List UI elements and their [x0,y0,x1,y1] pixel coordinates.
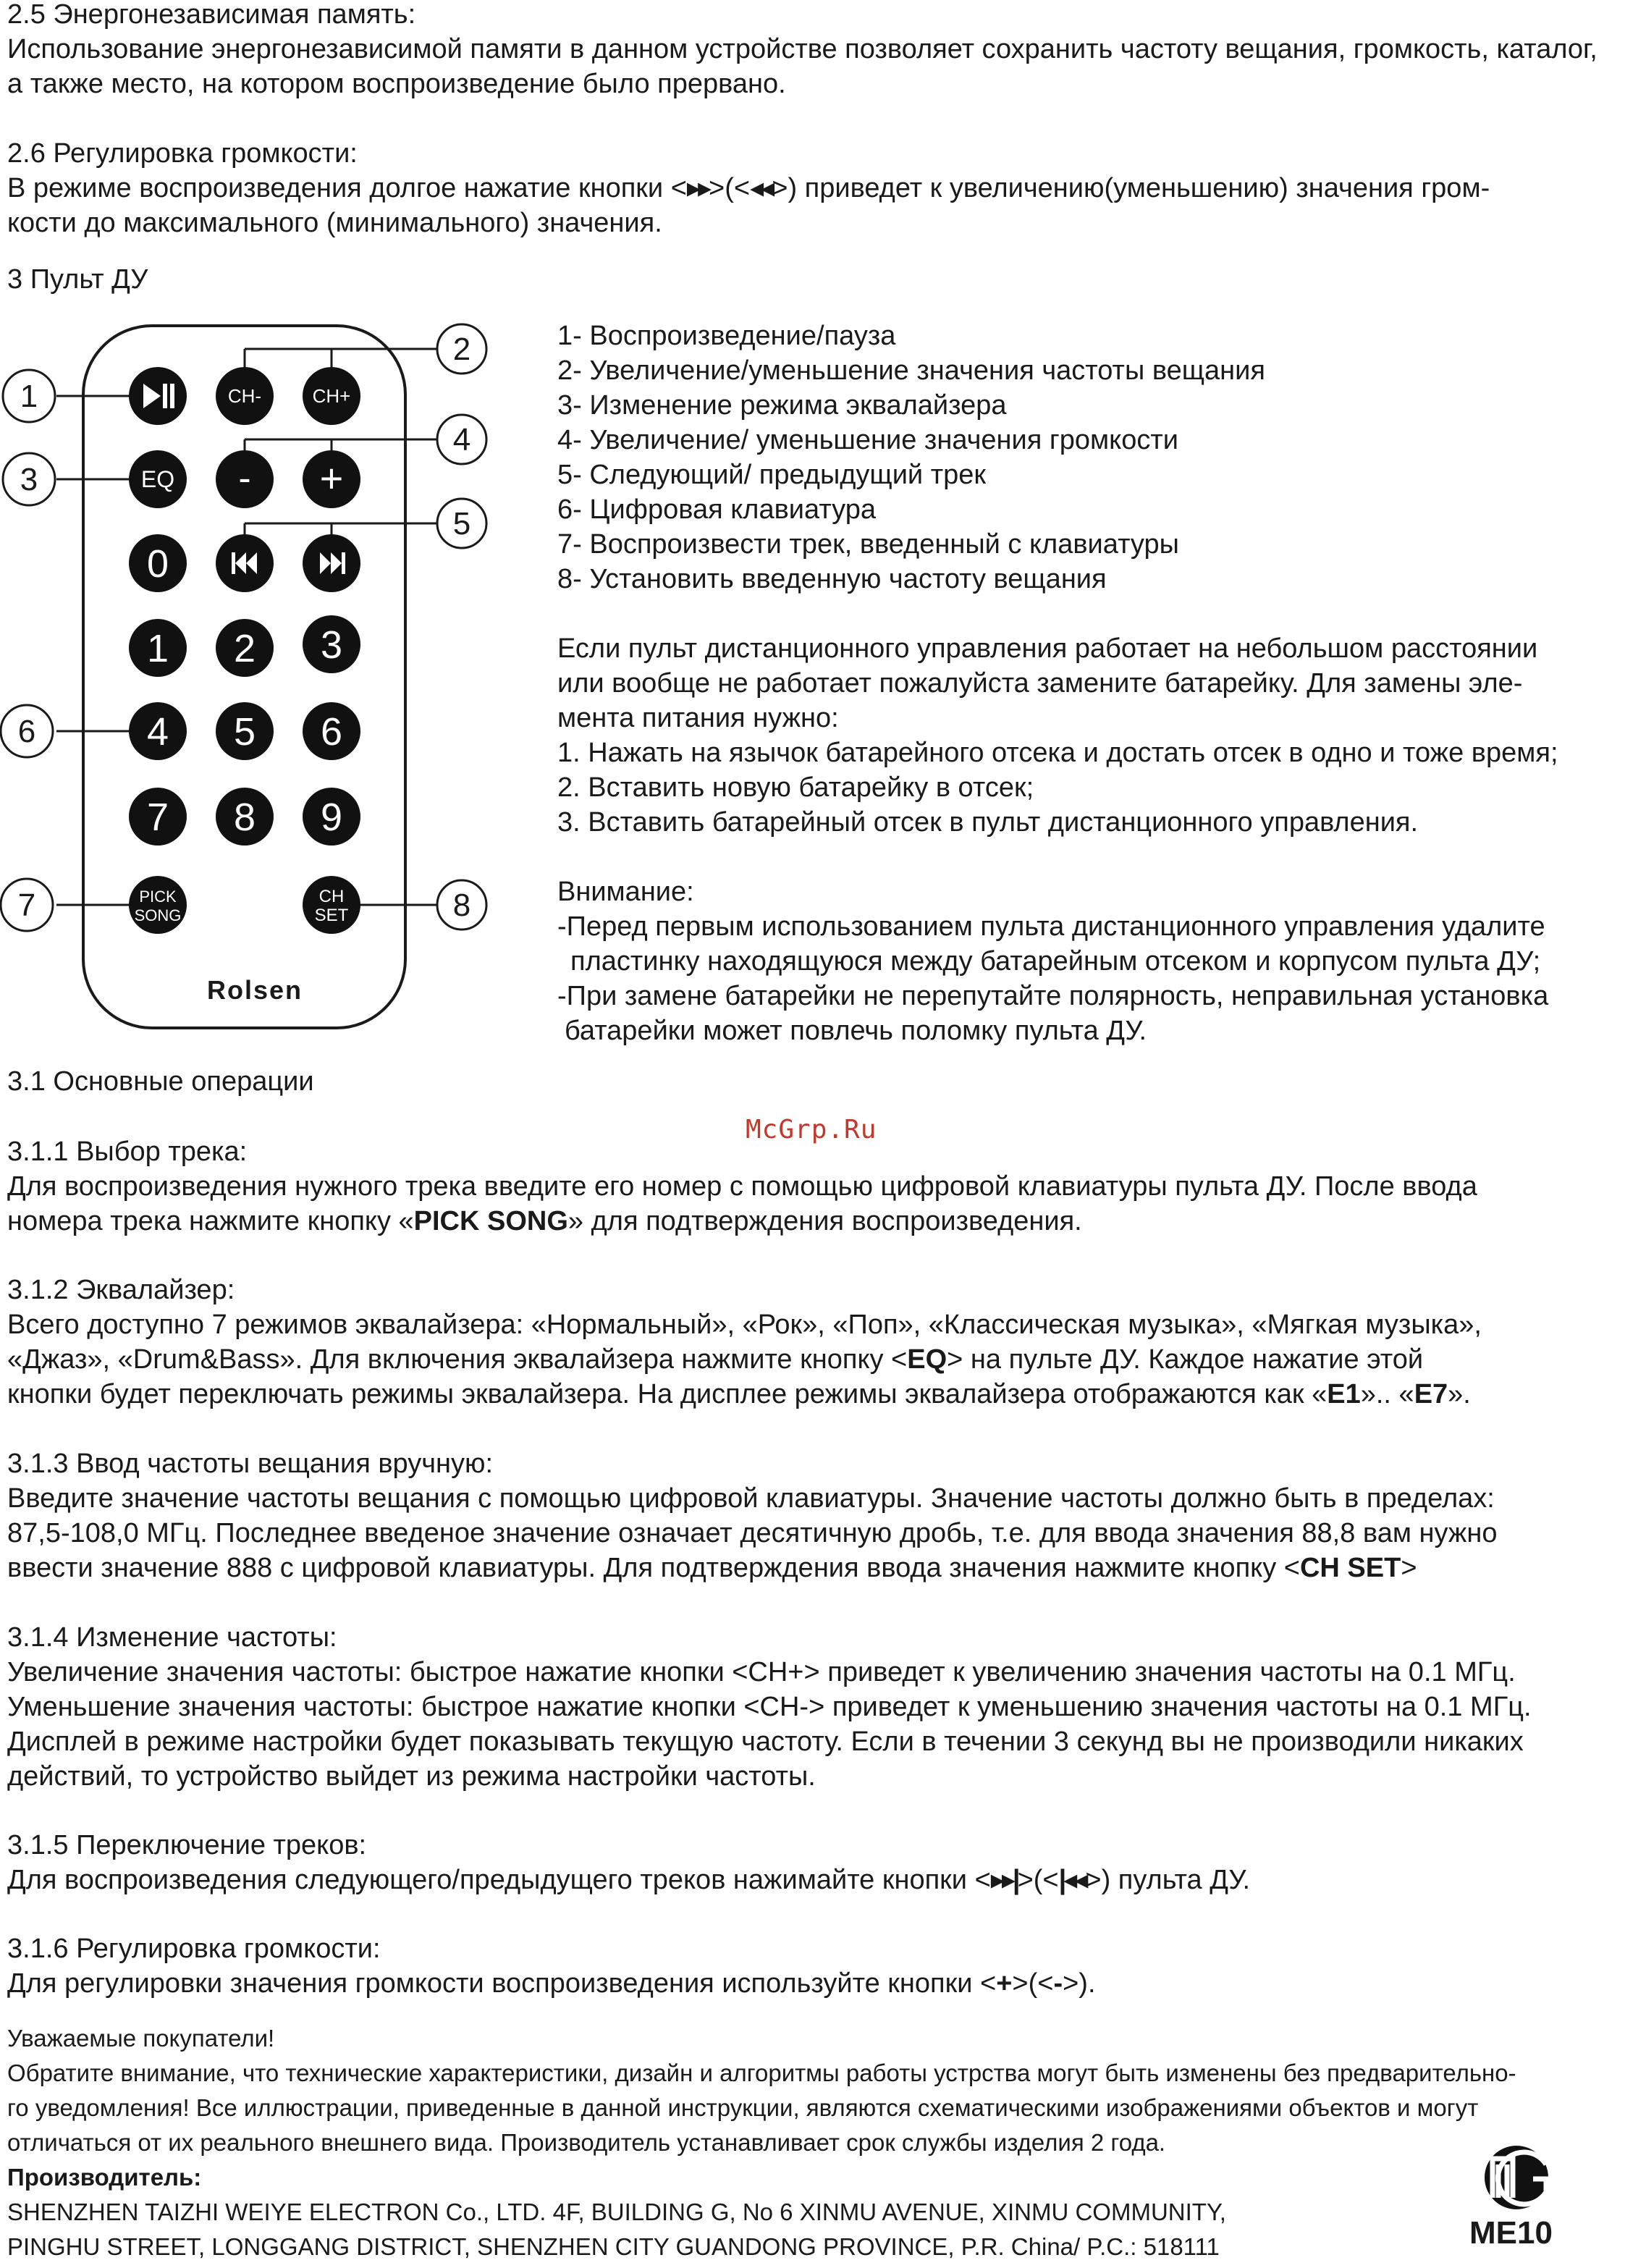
manufacturer-line-2: PINGHU STREET, LONGGANG DISTRICT, SHENZHEN CITY GUANDONG PROVINCE, P.R. China/ P.C.: 518111 [7,2233,1220,2260]
manufacturer-line-1: SHENZHEN TAIZHI WEIYE ELECTRON Co., LTD. 4F, BUILDING G, No 6 XINMU AVENUE, XINMU COMMUNITY, [7,2199,1226,2225]
eq-bold: EQ [907,1344,947,1375]
text-fragment: В режиме воспроизведения долгое нажатие кнопки < [7,173,687,203]
manufacturer-label-text: Производитель: [7,2164,202,2191]
section-3-1-2 [7,1273,1614,1412]
section-3-1-5-title: 3.1.5 Переключение треков: [7,1830,367,1860]
set-label: SET [314,906,349,925]
callout-number-8: 8 [452,888,471,923]
battery-line-1: Если пульт дистанционного управления работает на небольшом расстоянии [557,633,1538,664]
callout-number-4: 4 [452,422,471,458]
section-3-1-6 [7,1931,1614,2001]
ch-minus-label: CH- [227,385,262,407]
section-3-1-3-line-1: Введите значение частоты вещания с помощью цифровой клавиатуры. Значение частоты должно быть в пределах: [7,1483,1495,1514]
digit-6-label: 6 [320,710,343,754]
certification-code: ME10 [1469,2215,1553,2251]
e7-bold: E7 [1414,1379,1448,1409]
minus-bold: - [1053,1968,1063,1999]
callout-number-6: 6 [17,714,36,749]
next-bar-icon [342,552,345,574]
text-fragment: ».. « [1360,1379,1414,1409]
legend-item-3: 3- Изменение режима эквалайзера [557,390,1007,421]
plus-bold: + [996,1968,1013,1999]
text-fragment: >(< [1012,1968,1054,1999]
spacer [557,840,1614,874]
battery-line-3: мента питания нужно: [557,703,839,733]
section-3-1-4-line-1: Увеличение значения частоты: быстрое нажатие кнопки <CH+> приведет к увеличению значения частоты на 0.1 МГц. [7,1657,1516,1687]
pick-song-bold: PICK SONG [413,1206,568,1236]
digit-0-label: 0 [146,542,169,586]
digit-9-label: 9 [320,796,343,839]
section-3-1-1-line-2 [7,1204,1614,1239]
text-fragment: Для воспроизведения следующего/предыдущего треков нажимайте кнопки < [7,1865,991,1895]
customer-notice [7,2021,1618,2264]
attention-title: Внимание: [557,877,694,907]
remote-body [83,326,405,1028]
callout-number-5: 5 [452,506,471,541]
digit-7-label: 7 [146,796,169,839]
digit-8-label: 8 [233,796,256,839]
legend-item-8: 8- Установить введенную частоту вещания [557,564,1107,594]
fast-forward-icon: ▸▸ [686,173,709,203]
legend-item-5: 5- Следующий/ предыдущий трек [557,460,987,490]
callout-number-2: 2 [452,332,471,367]
text-fragment: » для подтверждения воспроизведения. [567,1206,1082,1236]
section-3-1-5 [7,1828,1614,1897]
legend-item-4: 4- Увеличение/ уменьшение значения громкости [557,425,1178,455]
brand-logo: Rolsen [206,975,303,1005]
section-3-1-6-line-1 [7,1966,1614,2001]
text-fragment: >) приведет к увеличению(уменьшению) значения гром- [772,173,1490,203]
e1-bold: E1 [1327,1379,1361,1409]
pick-label: PICK [139,888,177,906]
section-3-1-2-title: 3.1.2 Эквалайзер: [7,1275,235,1305]
callout-number-3: 3 [20,462,38,497]
section-2-5 [7,0,1614,101]
section-2-6 [7,136,1614,240]
pause-bar-icon [163,384,167,408]
section-3-1 [7,1064,1614,1099]
text-fragment: >) пульта ДУ. [1085,1865,1251,1895]
section-3-1-3 [7,1446,1614,1585]
battery-line-2: или вообще не работает пожалуйста замените батарейку. Для замены эле- [557,668,1523,699]
section-3-1-1 [7,1134,1614,1239]
callout-number-1: 1 [20,379,38,414]
attention-line-1: -Перед первым использованием пульта дистанционного управления удалите [557,911,1545,942]
volume-down-label: - [238,458,251,499]
song-label: SONG [134,906,182,924]
prev-track-icon: |◂◂ [1058,1865,1086,1895]
text-fragment: ». [1448,1379,1471,1409]
section-3-1-1-title: 3.1.1 Выбор трека: [7,1137,248,1167]
notice-line-2: го уведомления! Все иллюстрации, приведенные в данной инструкции, являются схематическими изображениями объектов и могут [7,2094,1479,2121]
attention-line-3: -При замене батарейки не перепутайте полярность, неправильная установка [557,981,1549,1011]
text-fragment: >(< [709,173,751,203]
section-3-1-4-line-3: Дисплей в режиме настройки будет показывать текущую частоту. Если в течении 3 секунд вы не производили никаких [7,1727,1524,1757]
section-3-1-3-title: 3.1.3 Ввод частоты вещания вручную: [7,1449,494,1479]
text-fragment: ввести значение 888 с цифровой клавиатуры. Для подтверждения ввода значения нажмите кнопку < [7,1553,1300,1583]
section-3-1-6-title: 3.1.6 Регулировка громкости: [7,1934,381,1964]
digit-3-label: 3 [320,623,343,667]
text-fragment: > на пульте ДУ. Каждое нажатие этой [947,1344,1424,1375]
section-3-1-2-line-2 [7,1342,1614,1377]
attention-line-4: батарейки может повлечь поломку пульта ДУ. [565,1016,1147,1046]
text-fragment: «Джаз», «Drum&Bass». Для включения эквалайзера нажмите кнопку < [7,1344,908,1375]
battery-step-3: 3. Вставить батарейный отсек в пульт дистанционного управления. [557,807,1419,838]
battery-notes [557,631,1614,1048]
legend-item-1: 1- Воспроизведение/пауза [557,321,896,351]
digit-2-label: 2 [233,627,256,670]
volume-up-label: + [319,455,344,501]
section-3-1-4-line-4: действий, то устройство выйдет из режима настройки частоты. [7,1761,816,1792]
text-fragment: номера трека нажмите кнопку « [7,1206,414,1236]
text-fragment: > [1401,1553,1417,1583]
attention-line-2: пластинку находящуюся между батарейным отсеком и корпусом пульта ДУ; [570,946,1541,977]
notice-line-1: Обратите внимание, что технические характеристики, дизайн и алгоритмы работы устрства могут быть изменены без предварительно- [7,2060,1516,2086]
remote-legend [557,319,1614,596]
callout-number-7: 7 [17,888,36,923]
eq-label: EQ [140,466,175,492]
notice-line-3: отличаться от их реального внешнего вида. Производитель устанавливает срок службы изделия 2 года. [7,2129,1166,2156]
legend-item-6: 6- Цифровая клавиатура [557,494,876,525]
battery-step-1: 1. Нажать на язычок батарейного отсека и достать отсек в одно и тоже время; [557,738,1558,768]
section-2-5-title: 2.5 Энергонезависимая память: [7,0,416,30]
remote-control-illustration [0,304,550,1050]
text-fragment: Для регулировки значения громкости воспроизведения используйте кнопки < [7,1968,997,1999]
watermark: McGrp.Ru [746,1115,877,1144]
text-fragment: >). [1063,1968,1096,1999]
section-3-title: 3 Пульт ДУ [7,264,148,295]
digit-1-label: 1 [146,627,169,670]
section-3-1-4 [7,1620,1614,1794]
battery-step-2: 2. Вставить новую батарейку в отсек; [557,772,1034,803]
ch-set-bold: CH SET [1299,1553,1401,1583]
manufacturer-label [7,2160,1618,2195]
notice-title: Уважаемые покупатели! [7,2025,275,2052]
prev-bar-icon [232,552,235,574]
section-2-6-title: 2.6 Регулировка громкости: [7,138,358,169]
digit-5-label: 5 [233,710,256,754]
text-fragment: >(< [1017,1865,1059,1895]
ch-plus-label: CH+ [312,385,351,407]
pause-bar-icon [170,384,174,408]
section-3-1-2-line-3 [7,1377,1614,1412]
ch-label: CH [318,887,345,906]
section-3-1-title: 3.1 Основные операции [7,1066,314,1097]
text-fragment: кнопки будет переключать режимы эквалайзера. На дисплее режимы эквалайзера отображаются как « [7,1379,1328,1409]
rewind-icon: ◂◂ [750,173,772,203]
section-3-1-3-line-3 [7,1551,1614,1585]
section-3-1-4-title: 3.1.4 Изменение частоты: [7,1622,337,1653]
legend-item-2: 2- Увеличение/уменьшение значения частоты вещания [557,355,1265,386]
section-3-1-5-line-1 [7,1863,1614,1897]
section-2-6-line-2: кости до максимального (минимального) значения. [7,208,662,238]
section-3-1-2-line-1: Всего доступно 7 режимов эквалайзера: «Нормальный», «Рок», «Поп», «Классическая музыка», «Мягкая музыка», [7,1310,1482,1340]
digit-4-label: 4 [146,710,169,754]
section-2-6-line-1 [7,171,1614,206]
section-3-1-1-line-1: Для воспроизведения нужного трека введите его номер с помощью цифровой клавиатуры пульта ДУ. После ввода [7,1171,1477,1202]
section-3 [7,262,1614,297]
section-3-1-3-line-2: 87,5-108,0 МГц. Последнее введеное значение означает десятичную дробь, т.е. для ввода значения 88,8 вам нужно [7,1518,1498,1548]
section-2-5-body: Использование энергонезависимой памяти в данном устройстве позволяет сохранить частоту вещания, громкость, каталог, а также место, на котором воспроизведение было прервано. [7,34,1597,99]
next-track-icon: ▸▸| [990,1865,1018,1895]
section-3-1-4-line-2: Уменьшение значения частоты: быстрое нажатие кнопки <CH-> приведет к уменьшению значения частоты на 0.1 МГц. [7,1692,1532,1722]
legend-item-7: 7- Воспроизвести трек, введенный с клавиатуры [557,529,1179,560]
